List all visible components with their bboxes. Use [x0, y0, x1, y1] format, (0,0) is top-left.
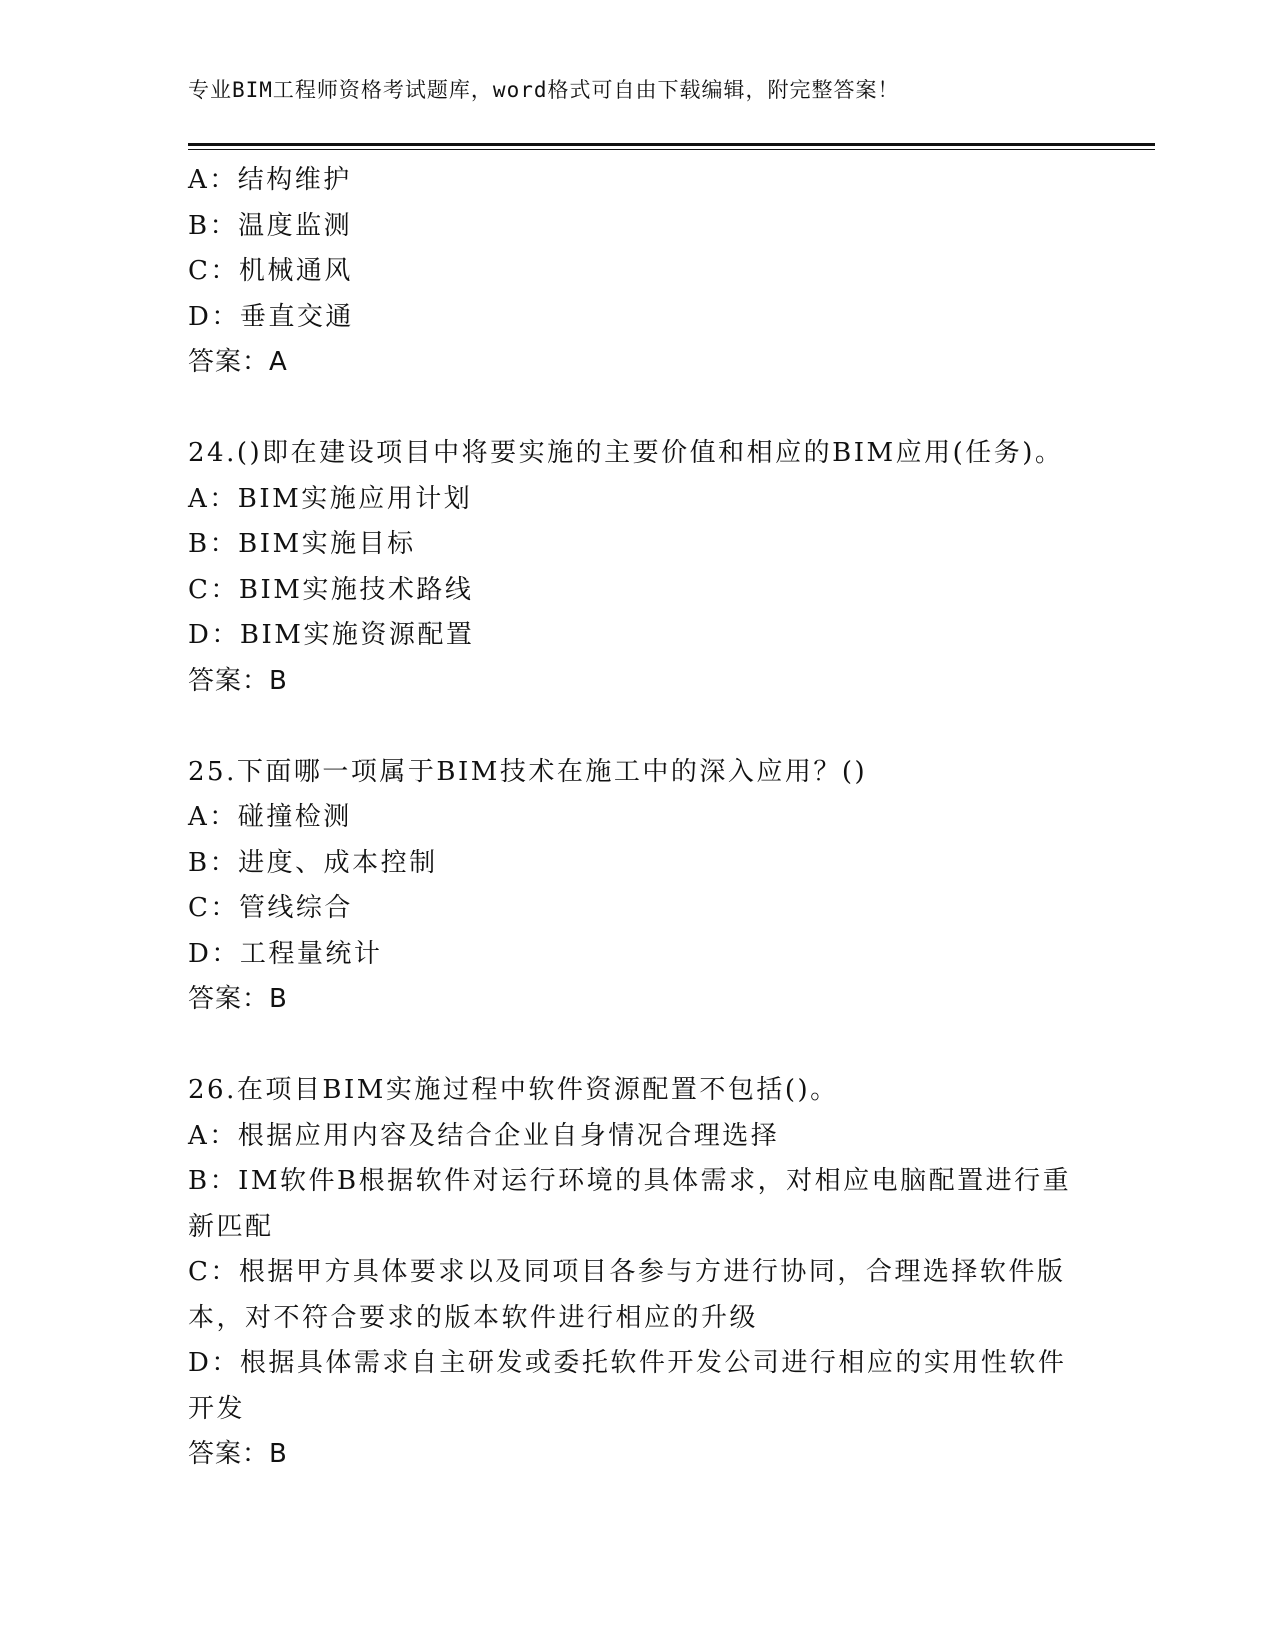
- question-list: [188, 158, 1088, 1478]
- spacer: [188, 386, 1088, 432]
- option-d: D：垂直交通: [188, 301, 354, 332]
- question-block-23: [188, 158, 1088, 386]
- option-d: D：根据具体需求自主研发或委托软件开发公司进行相应的实用性软件开发: [188, 1348, 1067, 1424]
- header-rule-thick: [188, 143, 1155, 146]
- option-b: B：进度、成本控制: [188, 847, 438, 878]
- spacer: [188, 1023, 1088, 1069]
- option-b: B：BIM实施目标: [188, 529, 416, 559]
- option-c: C：机械通风: [188, 256, 353, 286]
- spacer: [188, 704, 1088, 750]
- answer-line: 答案：B: [188, 984, 288, 1014]
- option-c: C：根据甲方具体要求以及同项目各参与方进行协同，合理选择软件版本，对不符合要求的版本软件进行相应的升级: [188, 1257, 1066, 1333]
- question-block-26: [188, 1068, 1088, 1478]
- answer-line: 答案：A: [188, 347, 288, 377]
- option-a: A：BIM实施应用计划: [188, 483, 473, 514]
- option-a: A：根据应用内容及结合企业自身情况合理选择: [188, 1120, 780, 1151]
- option-a: A：结构维护: [188, 165, 352, 195]
- option-c: C：管线综合: [188, 893, 353, 923]
- question-text: 25.下面哪一项属于BIM技术在施工中的深入应用？(): [188, 756, 868, 787]
- option-a: A：碰撞检测: [188, 802, 352, 832]
- answer-line: 答案：B: [188, 665, 288, 696]
- question-text: 26.在项目BIM实施过程中软件资源配置不包括()。: [188, 1075, 839, 1105]
- question-block-25: [188, 750, 1088, 1023]
- option-d: D：BIM实施资源配置: [188, 620, 475, 650]
- page-header: 专业BIM工程师资格考试题库，word格式可自由下载编辑，附完整答案！: [188, 78, 900, 102]
- header-rule-thin: [188, 149, 1155, 150]
- question-text: 24.()即在建设项目中将要实施的主要价值和相应的BIM应用(任务)。: [188, 438, 1064, 468]
- question-block-24: [188, 431, 1088, 704]
- answer-line: 答案：B: [188, 1439, 288, 1469]
- option-b: B：温度监测: [188, 210, 353, 241]
- option-d: D：工程量统计: [188, 938, 383, 969]
- option-c: C：BIM实施技术路线: [188, 574, 474, 605]
- option-b: B：IM软件B根据软件对运行环境的具体需求，对相应电脑配置进行重新匹配: [188, 1166, 1072, 1242]
